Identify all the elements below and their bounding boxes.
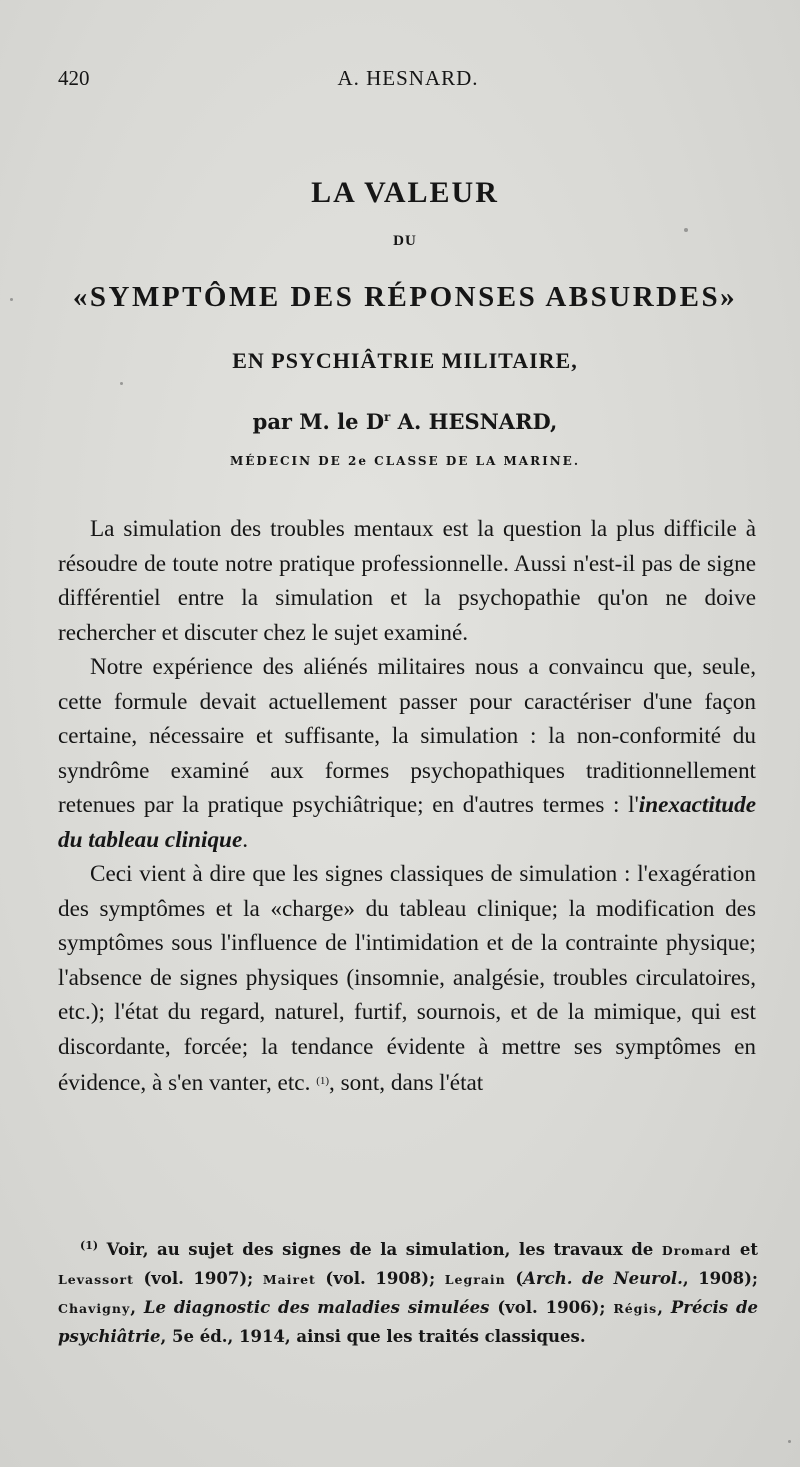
footnote-text: (vol. 1906); xyxy=(489,1298,614,1317)
footnote-mark: (1) xyxy=(80,1239,99,1252)
footnote xyxy=(58,1232,758,1351)
author-name: Mairet xyxy=(262,1272,316,1287)
footnote-text: , xyxy=(130,1298,144,1317)
author-name: Legrain xyxy=(444,1272,506,1287)
paragraph-3 xyxy=(58,857,756,1101)
citation-title: Précis de psychiâtrie xyxy=(58,1298,758,1346)
author-name: Chavigny xyxy=(58,1301,131,1316)
byline-name: A. HESNARD, xyxy=(390,409,558,434)
byline xyxy=(40,409,770,434)
footnote-paragraph xyxy=(58,1232,758,1351)
paragraph-3-end: , sont, dans l'état xyxy=(329,1070,484,1096)
author-name: Régis xyxy=(613,1301,658,1316)
page-number: 420 xyxy=(58,66,90,90)
footnote-text: , 5e éd., 1914, ainsi que les traités classiques. xyxy=(160,1327,586,1346)
affiliation: MÉDECIN DE 2e CLASSE DE LA MARINE. xyxy=(229,454,580,468)
paragraph-1: La simulation des troubles mentaux est la question la plus difficile à résoudre de toute notre pratique professionnelle. Aussi n'est-il pas de signe différentiel entre la simulation et la psychopathie qu'on ne doive rechercher et discuter chez le sujet examiné. xyxy=(58,516,756,646)
footnote-text: ( xyxy=(505,1269,524,1288)
title-line-2: DU xyxy=(393,233,417,249)
title-line-1: LA VALEUR xyxy=(311,176,499,209)
footnote-text: (vol. 1907); xyxy=(133,1269,263,1288)
paper-speck xyxy=(788,1440,791,1443)
header-author: A. HESNARD. xyxy=(337,66,479,90)
citation-title: Arch. de Neurol. xyxy=(523,1269,683,1288)
byline-sup: r xyxy=(384,410,391,424)
author-name: Levassort xyxy=(58,1272,134,1287)
citation-title: Le diagnostic des maladies simulées xyxy=(143,1298,490,1317)
author-name: Dromard xyxy=(661,1243,732,1258)
paragraph-2-italic: inexactitude du tableau clinique xyxy=(58,792,756,853)
footnote-text: , xyxy=(657,1298,671,1317)
body-text xyxy=(58,512,756,1101)
footnote-reference: (1) xyxy=(316,1075,330,1087)
paragraph-3-start: Ceci vient à dire que les signes classiques de simulation : l'exagération des symptômes et la «charge» du tableau clinique; la modification des symptômes sous l'influence de l'intimidation et de la contrainte physique; l'absence de signes physiques (insomnie, analgésie, troubles circulatoires, etc.); l'état du regard, naturel, furtif, sournois, et de la mimique, qui est discordante, forcée; la tendance évidente à mettre ses symptômes en évidence, à s'en vanter, etc. xyxy=(58,861,756,1096)
paper-speck xyxy=(684,228,688,232)
paper-speck xyxy=(10,298,13,301)
footnote-text: , 1908); xyxy=(682,1269,759,1288)
paragraph-2 xyxy=(58,650,756,857)
byline-prefix: par M. le D xyxy=(252,409,385,434)
paper-speck xyxy=(120,382,123,385)
title-line-3: «SYMPTÔME DES RÉPONSES ABSURDES» xyxy=(72,281,738,313)
title-line-4: EN PSYCHIÂTRIE MILITAIRE, xyxy=(232,348,578,373)
paragraph-2-start: Notre expérience des aliénés militaires nous a convaincu que, seule, cette formule devait actuellement passer pour caractériser d'une façon certaine, nécessaire et suffisante, la simulation : la non-conformité du syndrôme examiné aux formes psychopathiques traditionnellement retenues par la pratique psychiâtrique; en d'autres termes : l' xyxy=(58,654,756,818)
footnote-text: et xyxy=(731,1240,758,1259)
footnote-text: Voir, au sujet des signes de la simulation, les travaux de xyxy=(98,1240,662,1259)
paragraph-2-end: . xyxy=(242,826,249,853)
running-head xyxy=(58,66,758,96)
footnote-text: (vol. 1908); xyxy=(315,1269,445,1288)
